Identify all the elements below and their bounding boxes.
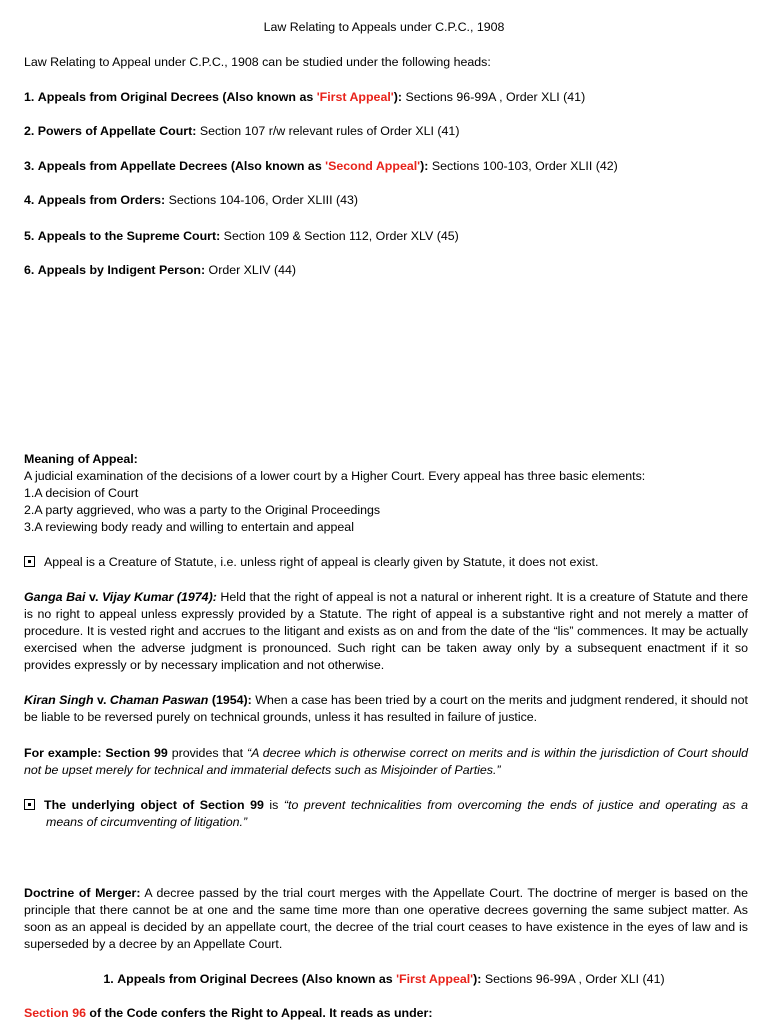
head-red: 'First Appeal' [396, 972, 474, 986]
head-num: 1. [103, 972, 114, 986]
creature-text: Appeal is a Creature of Statute, i.e. unless right of appeal is clearly given by Statute, it does not exist. [44, 555, 599, 569]
section-96-link: Section 96 [24, 1006, 86, 1020]
meaning-element: 2.A party aggrieved, who was a party to the Original Proceedings [24, 503, 381, 517]
case-party: Chaman Paswan [109, 693, 209, 707]
head-label: Appeals by Indigent Person: [37, 263, 206, 277]
case-versus: v. [93, 693, 110, 707]
meaning-element: 3.A reviewing body ready and willing to entertain and appeal [24, 520, 354, 534]
head-num: 5. [24, 229, 35, 243]
head-rest: Sections 96-99A , Order XLI (41) [481, 972, 665, 986]
section-96-text: of the Code confers the Right to Appeal. It reads as under: [85, 1006, 433, 1020]
bullet-icon [24, 556, 35, 567]
example-label: For example: Section 99 [24, 746, 168, 760]
intro-text: Law Relating to Appeal under C.P.C., 1908 can be studied under the following heads: [24, 55, 491, 69]
meaning-section [24, 451, 748, 536]
head-label: Appeals from Original Decrees (Also known as [37, 90, 314, 104]
meaning-heading: Meaning of Appeal: [24, 452, 138, 466]
ganga-bai-case [24, 589, 748, 674]
object-label: The underlying object of Section 99 [44, 798, 264, 812]
head-rest: Sections 96-99A , Order XLI (41) [402, 90, 586, 104]
meaning-definition: A judicial examination of the decisions of a lower court by a Higher Court. Every appeal has three basic elements: [24, 469, 646, 483]
head-label: Appeals from Appellate Decrees (Also known as [37, 159, 322, 173]
head-rest: Sections 104-106, Order XLIII (43) [165, 193, 359, 207]
head-item-6 [24, 262, 748, 279]
section-96-intro [24, 1005, 748, 1022]
kiran-singh-case [24, 692, 748, 726]
section-heading [0, 971, 768, 988]
head-num: 3. [24, 159, 35, 173]
object-quote: “to prevent technicalities from overcoming the ends of justice and operating as a means of circumventing of litigation.” [46, 798, 748, 829]
head-label: Powers of Appellate Court: [37, 124, 197, 138]
head-item-5 [24, 228, 748, 245]
object-bullet [24, 797, 748, 831]
head-rest: Sections 100-103, Order XLII (42) [428, 159, 618, 173]
case-year: (1954): [208, 693, 252, 707]
head-label: Appeals from Original Decrees (Also known as [117, 972, 393, 986]
case-text: When a case has been tried by a court on the merits and judgment rendered, it should not be liable to be reversed purely on technical grounds, unless it has resulted in failure of justice. [24, 693, 748, 724]
head-item-3 [24, 158, 748, 175]
case-versus: v. [85, 590, 102, 604]
merger-text: A decree passed by the trial court merges with the Appellate Court. The doctrine of merger is based on the principle that there cannot be at one and the same time more than one operative decrees governing the same subject matter. As soon as an appeal is decided by an appellate court, the decree of the trial court ceases to have existence in the eyes of law and is superseded by a decree by an Appellate Court. [24, 886, 749, 951]
head-num: 2. [24, 124, 35, 138]
head-colon: ): [420, 159, 429, 173]
head-rest: Section 107 r/w relevant rules of Order XLI (41) [196, 124, 460, 138]
head-label: Appeals from Orders: [37, 193, 166, 207]
example-paragraph [24, 745, 748, 779]
case-text: Held that the right of appeal is not a natural or inherent right. It is a creature of Statute and there is no right to appeal unless expressly provided by a Statute. The right of appeal is a substantive right and not merely a matter of procedure. It is vested right and accrues to the litigant and exists as on and from the date of the “lis” commences. It may be actually exercised when the adverse judgment is pronounced. Such right can be taken away only by a subsequent enactment if it so provides expressly or by necessary implication and not otherwise. [24, 590, 748, 672]
object-is: is [263, 798, 284, 812]
head-label: Appeals to the Supreme Court: [37, 229, 221, 243]
case-party: Kiran Singh [24, 693, 94, 707]
head-colon: ): [393, 90, 402, 104]
merger-label: Doctrine of Merger: [24, 886, 141, 900]
example-quote: “A decree which is otherwise correct on merits and is within the jurisdiction of Court should not be upset merely for technical and immaterial defects such as Misjoinder of Parties.” [24, 746, 748, 777]
head-rest: Order XLIV (44) [205, 263, 297, 277]
bullet-icon [24, 799, 35, 810]
head-item-1 [24, 89, 748, 106]
head-red: 'First Appeal' [316, 90, 394, 104]
head-num: 1. [24, 90, 35, 104]
doctrine-of-merger [24, 885, 748, 953]
creature-bullet [24, 554, 748, 571]
head-rest: Section 109 & Section 112, Order XLV (45) [220, 229, 459, 243]
head-num: 6. [24, 263, 35, 277]
head-colon: ): [473, 972, 482, 986]
meaning-element: 1.A decision of Court [24, 486, 139, 500]
case-party: Ganga Bai [24, 590, 86, 604]
page-title: Law Relating to Appeals under C.P.C., 1908 [263, 20, 505, 34]
head-num: 4. [24, 193, 35, 207]
example-mid: provides that [167, 746, 247, 760]
head-item-4 [24, 192, 748, 209]
head-red: 'Second Appeal' [325, 159, 421, 173]
head-item-2 [24, 123, 748, 140]
case-party: Vijay Kumar (1974): [102, 590, 217, 604]
